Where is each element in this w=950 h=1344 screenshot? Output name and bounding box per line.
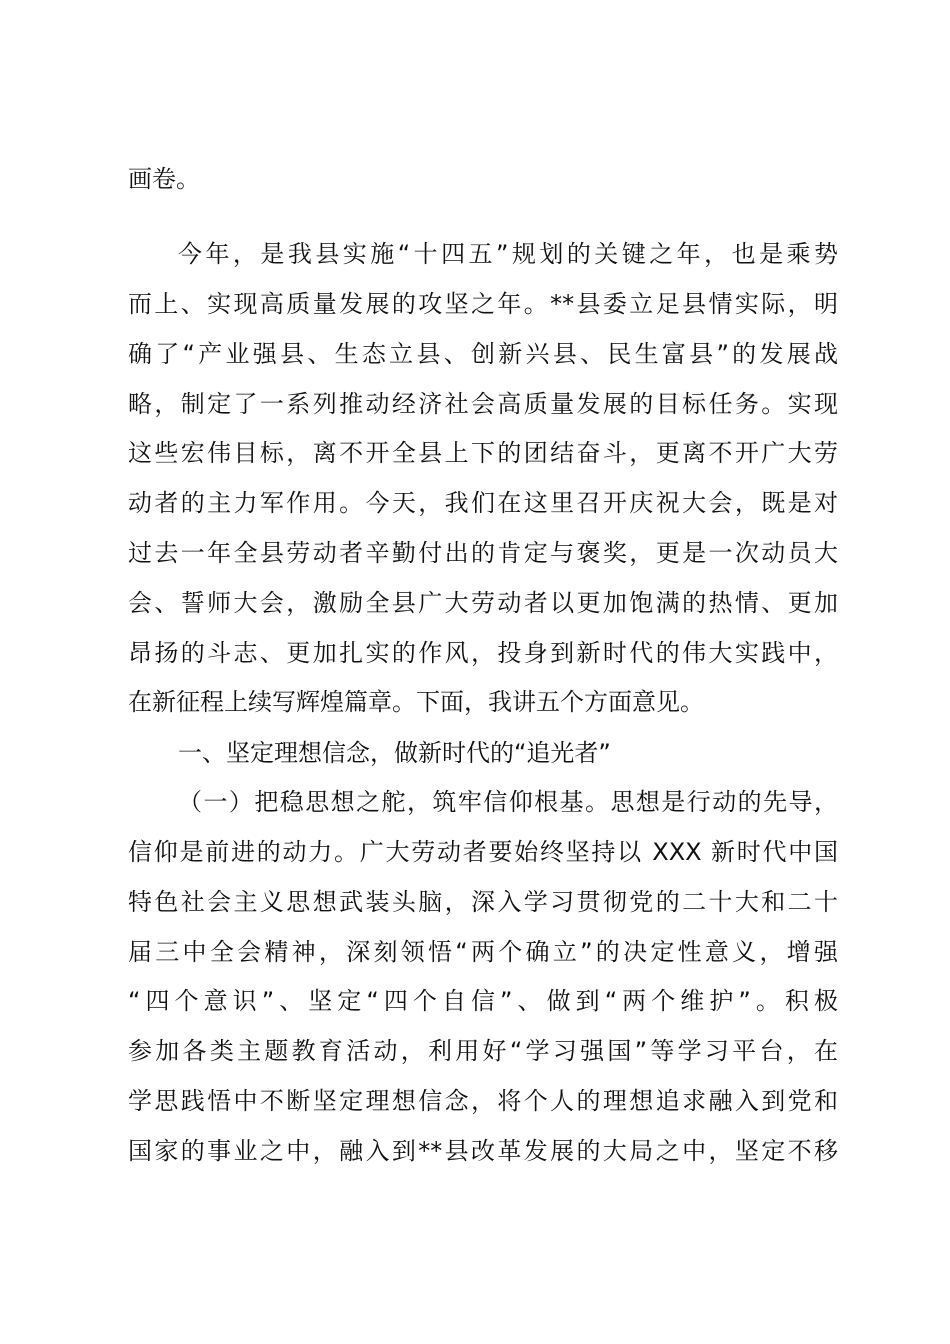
text-line-11: 在新征程上续写辉煌篇章。下面，我讲五个方面意见。	[128, 688, 704, 716]
text-line-3: 而上、实现高质量发展的攻坚之年。**县委立足县情实际，明	[128, 290, 838, 318]
text-line-8: 过去一年全县劳动者辛勤付出的肯定与褒奖，更是一次动员大	[128, 539, 838, 567]
text-line-13: （一）把稳思想之舵，筑牢信仰根基。思想是行动的先导，	[178, 788, 838, 816]
text-line-7: 动者的主力军作用。今天，我们在这里召开庆祝大会，既是对	[128, 489, 838, 517]
text-line-2: 今年，是我县实施“十四五”规划的关键之年，也是乘势	[178, 240, 838, 268]
text-line-20: 国家的事业之中，融入到**县改革发展的大局之中，坚定不移	[128, 1137, 838, 1165]
text-line-5: 略，制定了一系列推动经济社会高质量发展的目标任务。实现	[128, 390, 838, 418]
text-line-4: 确了“产业强县、生态立县、创新兴县、民生富县”的发展战	[128, 340, 838, 368]
text-line-16: 届三中全会精神，深刻领悟“两个确立”的决定性意义，增强	[128, 938, 838, 966]
section-heading: 一、坚定理想信念，做新时代的“追光者”	[178, 739, 611, 767]
text-line-19: 学思践悟中不断坚定理想信念，将个人的理想追求融入到党和	[128, 1087, 838, 1115]
text-line-6: 这些宏伟目标，离不开全县上下的团结奋斗，更离不开广大劳	[128, 439, 838, 467]
text-line-15: 特色社会主义思想武装头脑，深入学习贯彻党的二十大和二十	[128, 888, 838, 916]
text-line-18: 参加各类主题教育活动，利用好“学习强国”等学习平台，在	[128, 1037, 838, 1065]
text-line-17: “四个意识”、坚定“四个自信”、做到“两个维护”。积极	[128, 987, 838, 1015]
text-line-9: 会、誓师大会，激励全县广大劳动者以更加饱满的热情、更加	[128, 589, 838, 617]
text-line-1: 画卷。	[128, 165, 200, 193]
text-line-14: 信仰是前进的动力。广大劳动者要始终坚持以 XXX 新时代中国	[128, 838, 838, 866]
text-line-10: 昂扬的斗志、更加扎实的作风，投身到新时代的伟大实践中，	[128, 639, 838, 667]
